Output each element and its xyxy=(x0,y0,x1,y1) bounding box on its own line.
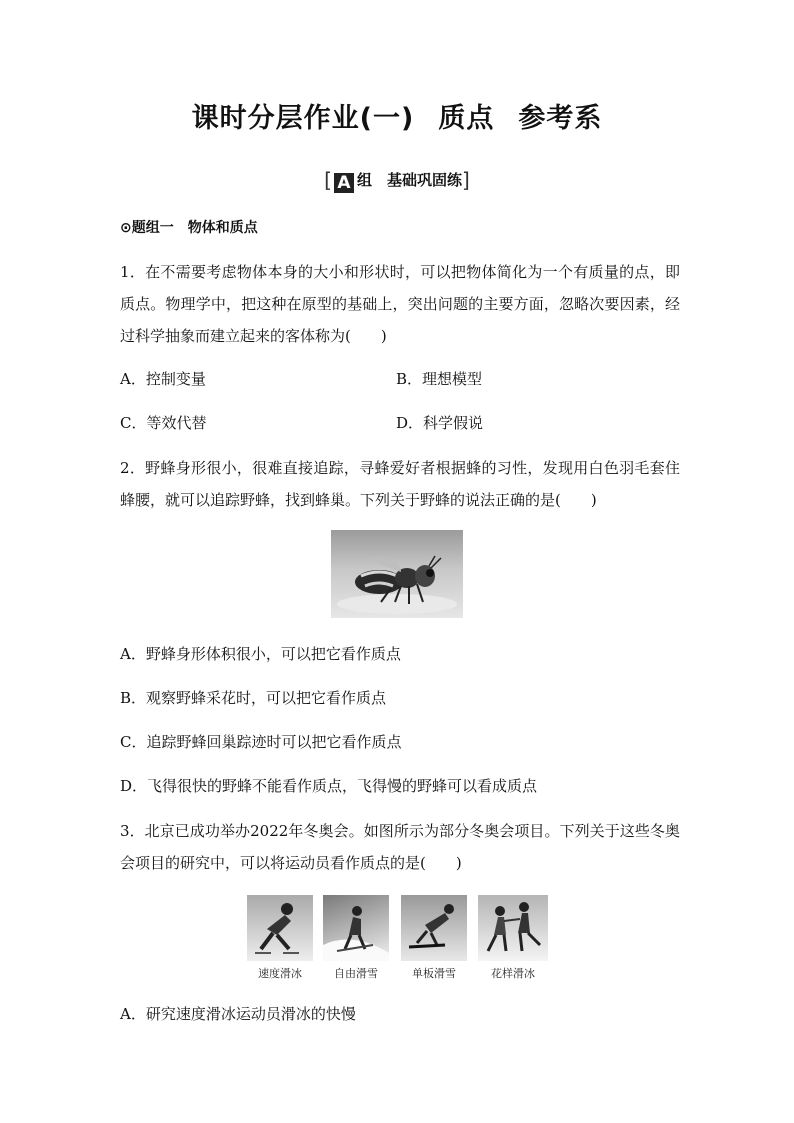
snowboarder-icon xyxy=(401,895,467,961)
title-part-2: 质点 xyxy=(438,103,495,134)
speed-skater-icon xyxy=(247,895,313,961)
q1-option-b: B．理想模型 xyxy=(396,370,483,388)
caption-speed-skating: 速度滑冰 xyxy=(258,967,302,980)
circle-dot-icon: ⊙ xyxy=(120,220,132,236)
q2-option-b: B．观察野蜂采花时，可以把它看作质点 xyxy=(120,689,387,707)
freestyle-skiing-photo xyxy=(323,895,389,961)
caption-figure-skating: 花样滑冰 xyxy=(491,967,535,980)
section-banner xyxy=(0,168,794,193)
question-1-stem: 1．在不需要考虑物体本身的大小和形状时，可以把物体简化为一个有质量的点，即质点。物理学中，把这种在原型的基础上，突出问题的主要方面，忽略次要因素，经过科学抽象而建立起来的客体称为( ) xyxy=(120,263,680,345)
bracket-close: ] xyxy=(462,168,470,192)
q1-option-d: D．科学假说 xyxy=(396,414,484,432)
group-topic: 物体和质点 xyxy=(187,220,258,236)
question-3-stem: 3．北京已成功举办2022年冬奥会。如图所示为部分冬奥会项目。下列关于这些冬奥会项目的研究中，可以将运动员看作质点的是( ) xyxy=(120,822,680,872)
group-heading xyxy=(120,217,258,237)
snowboarding-photo xyxy=(401,895,467,961)
freestyle-skier-icon xyxy=(323,895,389,961)
page-title xyxy=(0,96,794,135)
figure-skating-photo xyxy=(478,895,548,961)
bracket-open: [ xyxy=(324,168,332,192)
q3-option-a: A．研究速度滑冰运动员滑冰的快慢 xyxy=(120,1005,356,1023)
section-label: 组 基础巩固练 xyxy=(356,171,462,189)
caption-snowboarding: 单板滑雪 xyxy=(412,967,456,980)
figure-skaters-icon xyxy=(478,895,548,961)
wasp-photo xyxy=(331,530,463,618)
title-main: 课时分层作业(一) xyxy=(191,103,415,134)
q2-option-a: A．野蜂身形体积很小，可以把它看作质点 xyxy=(120,645,401,663)
title-part-3: 参考系 xyxy=(518,103,603,134)
section-letter-badge: A xyxy=(334,173,354,193)
q1-option-a: A．控制变量 xyxy=(120,370,206,388)
q2-option-d: D．飞得很快的野蜂不能看作质点，飞得慢的野蜂可以看成质点 xyxy=(120,777,538,795)
group-name: 题组一 xyxy=(131,220,174,236)
speed-skating-photo xyxy=(247,895,313,961)
caption-freestyle-skiing: 自由滑雪 xyxy=(334,967,378,980)
question-2-stem: 2．野蜂身形很小，很难直接追踪，寻蜂爱好者根据蜂的习性，发现用白色羽毛套住蜂腰，就可以追踪野蜂，找到蜂巢。下列关于野蜂的说法正确的是( ) xyxy=(120,459,680,509)
q2-option-c: C．追踪野蜂回巢踪迹时可以把它看作质点 xyxy=(120,733,402,751)
q1-option-c: C．等效代替 xyxy=(120,414,207,432)
wasp-icon xyxy=(331,530,463,618)
